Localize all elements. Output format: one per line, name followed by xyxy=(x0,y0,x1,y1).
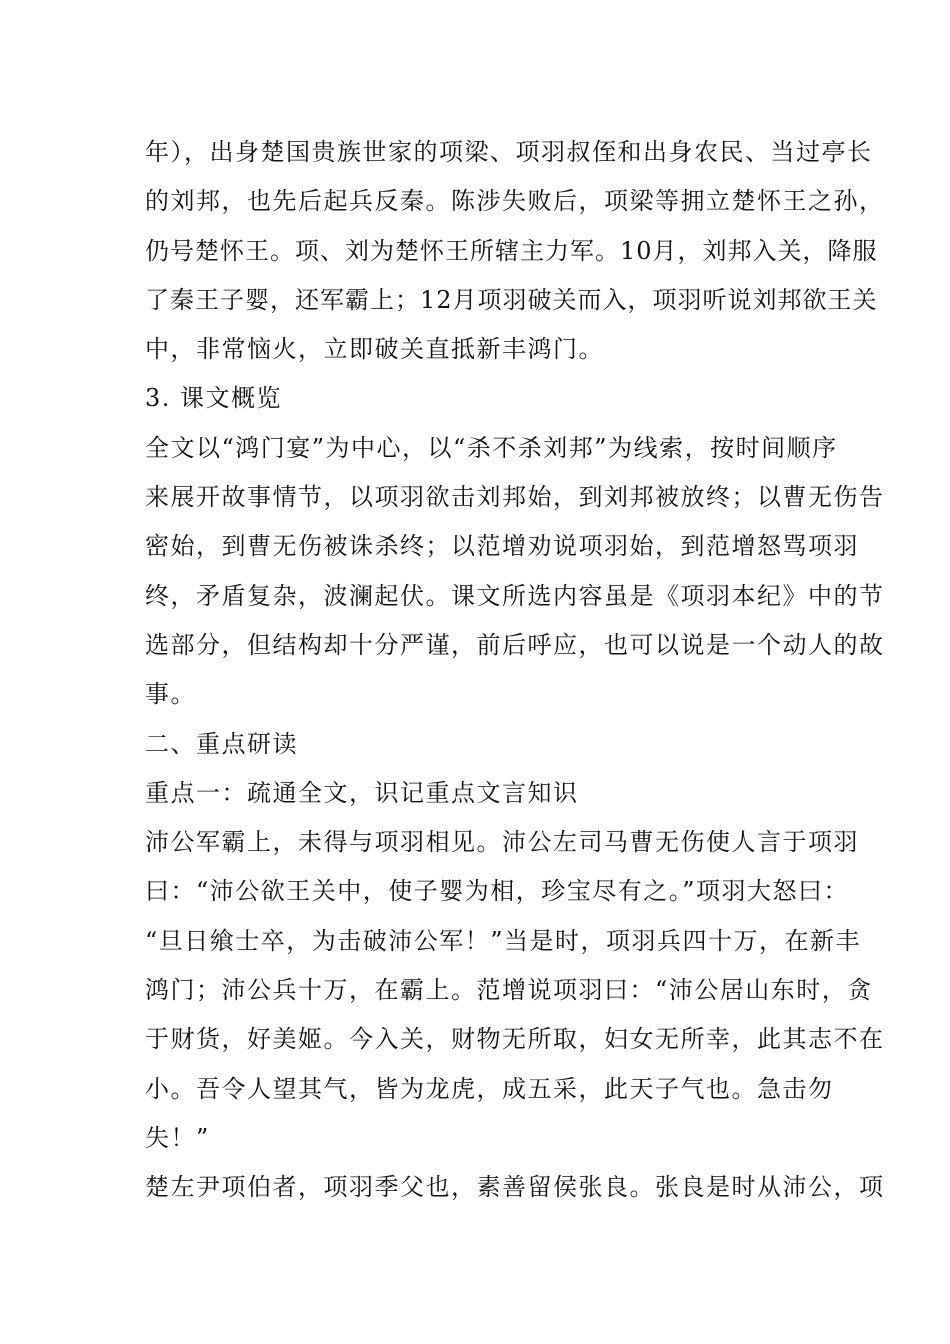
text-line: 楚左尹项伯者，项羽季父也，素善留侯张良。张良是时从沛公，项 xyxy=(145,1173,885,1202)
text-line: 仍号楚怀王。项、刘为楚怀王所辖主力军。10月，刘邦入关，降服 xyxy=(145,236,878,265)
text-line: 选部分，但结构却十分严谨，前后呼应，也可以说是一个动人的故 xyxy=(145,630,885,659)
text-line: 沛公军霸上，未得与项羽相见。沛公左司马曹无伤使人言于项羽 xyxy=(145,828,859,857)
text-line: 鸿门；沛公兵十万，在霸上。范增说项羽曰：“沛公居山东时，贪 xyxy=(145,976,873,1005)
section-heading: 二、重点研读 xyxy=(145,729,298,758)
text-line: 曰：“沛公欲王关中，使子婴为相，珍宝尽有之。”项羽大怒曰： xyxy=(145,877,850,906)
text-line: 全文以“鸿门宴”为中心，以“杀不杀刘邦”为线索，按时间顺序 xyxy=(145,433,838,462)
text-line: 终，矛盾复杂，波澜起伏。课文所选内容虽是《项羽本纪》中的节 xyxy=(145,581,885,610)
text-line: 的刘邦，也先后起兵反秦。陈涉失败后，项梁等拥立楚怀王之孙， xyxy=(145,187,885,216)
text-line: 中，非常恼火，立即破关直抵新丰鸿门。 xyxy=(145,335,604,364)
text-line: 密始，到曹无伤被诛杀终；以范增劝说项羽始，到范增怒骂项羽 xyxy=(145,532,859,561)
text-line: “旦日飨士卒，为击破沛公军！”当是时，项羽兵四十万，在新丰 xyxy=(145,926,862,955)
text-line: 失！” xyxy=(145,1123,210,1152)
text-line: 小。吾令人望其气，皆为龙虎，成五采，此天子气也。急击勿 xyxy=(145,1074,834,1103)
section-heading: 3. 课文概览 xyxy=(145,384,283,413)
body-text xyxy=(145,128,885,1213)
text-line: 事。 xyxy=(145,680,196,709)
subsection-heading: 重点一：疏通全文，识记重点文言知识 xyxy=(145,778,579,807)
text-line: 于财货，好美姬。今入关，财物无所取，妇女无所幸，此其志不在 xyxy=(145,1025,885,1054)
text-line: 了秦王子婴，还军霸上；12月项羽破关而入，项羽听说刘邦欲王关 xyxy=(145,285,878,314)
text-line: 年），出身楚国贵族世家的项梁、项羽叔侄和出身农民、当过亭长 xyxy=(145,138,873,166)
text-line: 来展开故事情节，以项羽欲击刘邦始，到刘邦被放终；以曹无伤告 xyxy=(145,483,885,512)
